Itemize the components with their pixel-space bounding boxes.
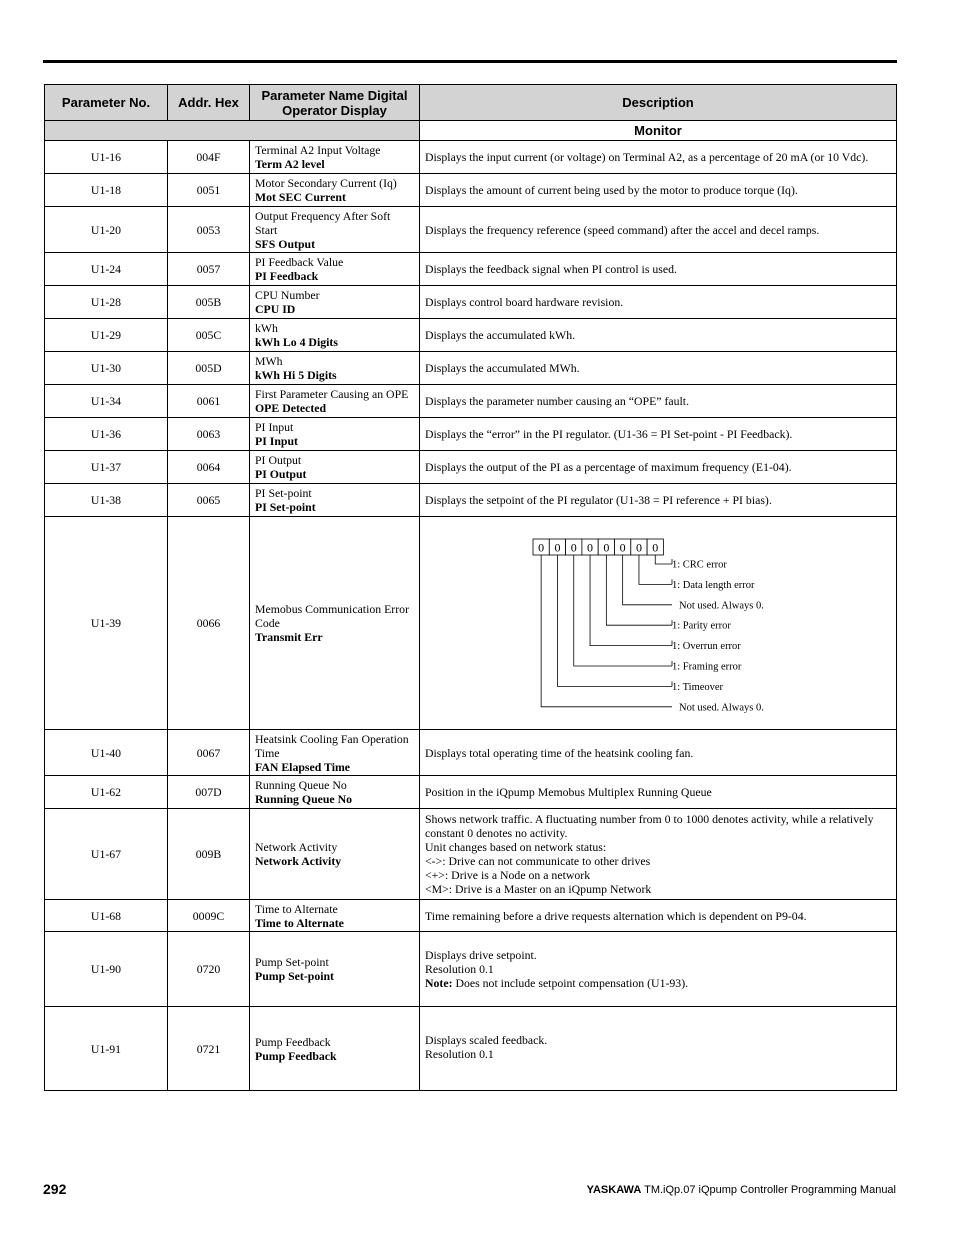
table-row [45,1007,897,1091]
param-name [250,319,420,352]
param-description: Displays the accumulated MWh. [420,352,897,385]
bit-connector [655,555,672,564]
param-display-text: PI Set-point [255,500,316,514]
param-name [250,451,420,484]
param-addr: 005D [168,352,250,385]
param-no: U1-39 [45,517,168,730]
bit-value: 0 [652,540,659,555]
param-name-text: Memobus Communication Error Code [255,602,409,630]
param-display-text: PI Input [255,434,298,448]
table-row [45,776,897,809]
param-name-text: CPU Number [255,288,320,302]
param-name-text: kWh [255,321,278,335]
param-addr: 0067 [168,730,250,776]
table-row [45,809,897,900]
desc-line: <->: Drive can not communicate to other drives [425,854,651,868]
param-addr: 005B [168,286,250,319]
header-addr-hex: Addr. Hex [168,85,250,121]
param-display-text: kWh Hi 5 Digits [255,368,337,382]
param-display-text: Mot SEC Current [255,190,346,204]
param-display-text: FAN Elapsed Time [255,759,351,774]
table-row [45,174,897,207]
param-description: Displays control board hardware revision. [420,286,897,319]
desc-note [425,976,891,990]
param-addr: 0064 [168,451,250,484]
param-description: Displays the input current (or voltage) on Terminal A2, as a percentage of 20 mA (or 10 Vdc). [420,141,897,174]
header-row [45,85,897,121]
header-parameter-name: Parameter Name Digital Operator Display [250,85,420,121]
bit-diagram [420,517,896,726]
param-no: U1-67 [45,809,168,900]
table-row [45,900,897,932]
param-no: U1-68 [45,900,168,932]
param-description: Position in the iQpump Memobus Multiplex Running Queue [420,776,897,809]
param-name [250,776,420,809]
param-name [250,517,420,730]
bit-label: 1: Overrun error [672,641,741,653]
param-description: Displays total operating time of the heatsink cooling fan. [420,730,897,776]
desc-line: <M>: Drive is a Master on an iQpump Network [425,882,652,896]
bit-value: 0 [603,540,610,555]
param-addr: 0061 [168,385,250,418]
bit-connector [590,555,672,646]
param-name-text: PI Output [255,453,302,467]
table-row [45,319,897,352]
param-name-text: Motor Secondary Current (Iq) [255,176,397,190]
param-addr: 004F [168,141,250,174]
param-no: U1-37 [45,451,168,484]
bit-cell [631,539,647,555]
param-display-text: PI Output [255,467,307,481]
param-name-text: PI Feedback Value [255,255,344,269]
param-no: U1-36 [45,418,168,451]
param-addr: 0051 [168,174,250,207]
param-addr: 0057 [168,253,250,286]
param-name [250,932,420,1007]
param-name [250,207,420,253]
param-name-text: Time to Alternate [255,901,338,916]
param-name-text: Pump Set-point [255,955,329,969]
param-name-text: Heatsink Cooling Fan Operation Time [255,731,409,760]
desc-line: Shows network traffic. A fluctuating number from 0 to 1000 denotes activity, while a relatively constant 0 denotes no activity. [425,812,874,840]
param-name-text: PI Input [255,420,294,434]
note-text: Does not include setpoint compensation (U1-93). [452,976,689,990]
page-number: 292 [43,1181,67,1197]
param-description: Displays the amount of current being used by the motor to produce torque (Iq). [420,174,897,207]
param-display-text: Pump Feedback [255,1048,337,1063]
param-addr: 0009C [168,900,250,932]
param-no: U1-16 [45,141,168,174]
bit-label: 1: Data length error [672,579,755,591]
bit-cell [582,539,598,555]
param-name [250,484,420,517]
param-name-text: Running Queue No [255,778,347,792]
param-description: Displays the output of the PI as a percentage of maximum frequency (E1-04). [420,451,897,484]
param-name [250,286,420,319]
top-rule [43,60,897,63]
param-name-text: Output Frequency After Soft Start [255,208,391,237]
param-addr: 009B [168,809,250,900]
bit-cell [549,539,565,555]
bit-cell [533,539,549,555]
param-description: Displays the setpoint of the PI regulator (U1-38 = PI reference + PI bias). [420,484,897,517]
bit-label: Not used. Always 0. [679,702,764,714]
param-no: U1-38 [45,484,168,517]
param-name [250,1007,420,1091]
param-addr: 0066 [168,517,250,730]
param-no: U1-90 [45,932,168,1007]
param-description: Displays the “error” in the PI regulator. (U1-36 = PI Set-point - PI Feedback). [420,418,897,451]
param-display-text: Time to Alternate [255,915,344,930]
param-display-text: kWh Lo 4 Digits [255,335,338,349]
bit-value: 0 [619,540,626,555]
footer-brand: YASKAWA [586,1184,642,1196]
param-name-text: Network Activity [255,840,338,854]
param-description [420,932,897,1007]
param-addr: 007D [168,776,250,809]
param-no: U1-20 [45,207,168,253]
table-row [45,253,897,286]
bit-value: 0 [538,540,545,555]
desc-line: Resolution 0.1 [425,1047,494,1061]
param-display-text: Running Queue No [255,792,353,806]
desc-line: Resolution 0.1 [425,962,494,976]
param-name [250,385,420,418]
note-label: Note: [425,976,453,990]
bit-connector [623,555,672,605]
desc-line: Displays drive setpoint. [425,948,537,962]
param-name [250,730,420,776]
bit-label: 1: Timeover [672,681,724,693]
table-row [45,932,897,1007]
bit-label: 1: CRC error [672,559,727,571]
param-addr: 005C [168,319,250,352]
param-name-text: First Parameter Causing an OPE [255,387,409,401]
footer-manual: TM.iQp.07 iQpump Controller Programming Manual [641,1184,896,1196]
param-no: U1-40 [45,730,168,776]
parameter-table [44,84,897,1091]
section-row [45,121,897,141]
param-name [250,141,420,174]
param-addr: 0053 [168,207,250,253]
param-no: U1-91 [45,1007,168,1091]
section-blank [45,121,420,141]
param-description: Displays the frequency reference (speed command) after the accel and decel ramps. [420,207,897,253]
param-display-text: Term A2 level [255,157,325,171]
param-display-text: OPE Detected [255,401,327,415]
bit-cell [615,539,631,555]
desc-line: Displays scaled feedback. [425,1033,548,1047]
param-no: U1-62 [45,776,168,809]
param-name-text: Terminal A2 Input Voltage [255,143,381,157]
table-row [45,207,897,253]
param-addr: 0063 [168,418,250,451]
table-row [45,286,897,319]
param-addr: 0721 [168,1007,250,1091]
param-name [250,809,420,900]
header-parameter-no: Parameter No. [45,85,168,121]
table-row [45,141,897,174]
bit-label: 1: Parity error [672,620,731,632]
param-no: U1-34 [45,385,168,418]
param-display-text: PI Feedback [255,269,319,283]
param-description: Displays the feedback signal when PI control is used. [420,253,897,286]
param-description [420,809,897,900]
bit-connector [557,555,672,686]
param-no: U1-18 [45,174,168,207]
param-display-text: SFS Output [255,236,315,251]
param-addr: 0720 [168,932,250,1007]
param-name [250,352,420,385]
param-description: Displays the accumulated kWh. [420,319,897,352]
bit-label: 1: Framing error [672,661,742,673]
bit-diagram-cell [420,517,897,730]
bit-value: 0 [635,540,642,555]
param-name-text: PI Set-point [255,486,312,500]
bit-value: 0 [570,540,577,555]
bit-cell [566,539,582,555]
param-name [250,174,420,207]
param-display-text: CPU ID [255,302,296,316]
desc-line: Unit changes based on network status: [425,840,607,854]
param-description [420,1007,897,1091]
bit-cell [598,539,614,555]
param-name [250,418,420,451]
param-no: U1-29 [45,319,168,352]
table-row [45,418,897,451]
param-display-text: Network Activity [255,854,342,868]
bit-label: Not used. Always 0. [679,600,764,612]
param-no: U1-24 [45,253,168,286]
table-row [45,451,897,484]
bit-value: 0 [587,540,594,555]
param-no: U1-30 [45,352,168,385]
param-name-text: Pump Feedback [255,1034,331,1049]
bit-value: 0 [554,540,561,555]
table-row [45,517,897,730]
footer-title [587,1184,896,1196]
bit-cell [647,539,663,555]
param-display-text: Pump Set-point [255,969,334,983]
table-row [45,484,897,517]
table-row [45,385,897,418]
param-display-text: Transmit Err [255,630,323,644]
table-row [45,352,897,385]
param-addr: 0065 [168,484,250,517]
param-description: Time remaining before a drive requests alternation which is dependent on P9-04. [420,900,897,932]
param-description: Displays the parameter number causing an “OPE” fault. [420,385,897,418]
param-name [250,900,420,932]
desc-line: <+>: Drive is a Node on a network [425,868,591,882]
header-description: Description [420,85,897,121]
table-row [45,730,897,776]
param-no: U1-28 [45,286,168,319]
param-name-text: MWh [255,354,283,368]
section-title: Monitor [420,121,897,141]
param-name [250,253,420,286]
